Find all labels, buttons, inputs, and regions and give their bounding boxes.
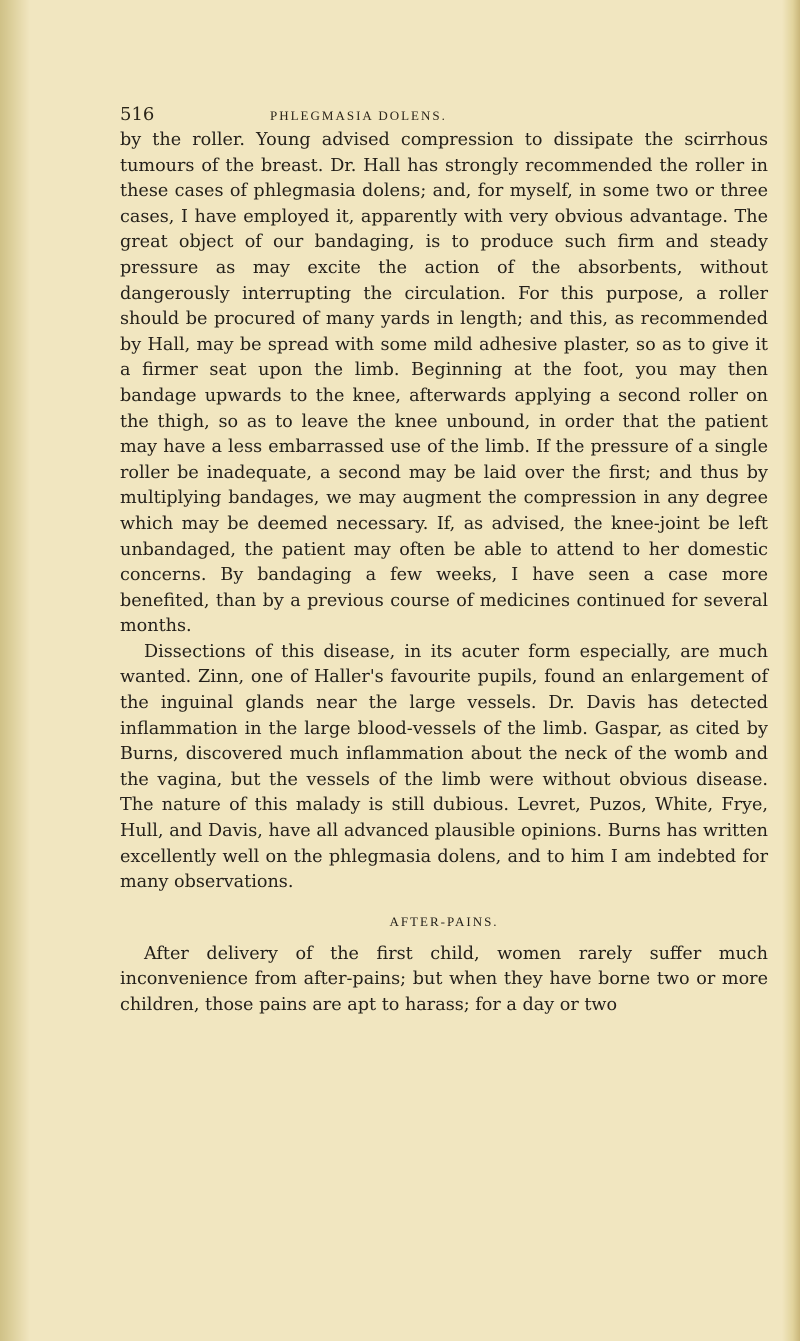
running-head: PHLEGMASIA DOLENS. [270, 108, 447, 123]
page-header [120, 104, 760, 128]
page-edge [782, 0, 800, 1341]
page-gutter-shadow [0, 0, 30, 1341]
paragraph-3: After delivery of the first child, women rarely suffer much inconvenience from after-pains; but when they have borne two or more children, those pains are apt to harass; for a day or two [120, 943, 768, 1015]
paragraph-1: by the roller. Young advised compression to dissipate the scirrhous tumours of the breast. Dr. Hall has strongly recommended the roller in these cases of phlegmasia dolens; and, for myself, in some two or three cases, I have employed it, apparently with very obvious advantage. The great object of our bandaging, is to produce such firm and steady pressure as may excite the action of the absorbents, without dangerously interrupting the circulation. For this purpose, a roller should be procured of many yards in length; and this, as recommended by Hall, may be spread with some mild adhesive plaster, so as to give it a firmer seat upon the limb. Beginning at the foot, you may then bandage upwards to the knee, afterwards applying a second roller on the thigh, so as to leave the knee unbound, in order that the patient may have a less embarrassed use of the limb. If the pressure of a single roller be inadequate, a second may be laid over the first; and thus by multiplying bandages, we may augment the compression in any degree which may be deemed necessary. If, as advised, the knee-joint be left unbandaged, the patient may often be able to attend to her domestic concerns. By bandaging a few weeks, I have seen a case more benefited, than by a previous course of medicines continued for several months. [120, 130, 768, 637]
section-heading: AFTER-PAINS. [389, 913, 499, 929]
paragraph-2: Dissections of this disease, in its acuter form especially, are much wanted. Zinn, one of Haller's favourite pupils, found an enlargement of the inguinal glands near the large vessels. Dr. Davis has detected inflammation in the large blood-vessels of the limb. Gaspar, as cited by Burns, discovered much inflammation about the neck of the womb and the vagina, but the vessels of the limb were without obvious disease. The nature of this malady is still dubious. Levret, Puzos, White, Frye, Hull, and Davis, have all advanced plausible opinions. Burns has written excellently well on the phlegmasia dolens, and to him I am indebted for many observations. [120, 641, 768, 893]
body-text [120, 128, 768, 1019]
page-number: 516 [120, 104, 155, 125]
